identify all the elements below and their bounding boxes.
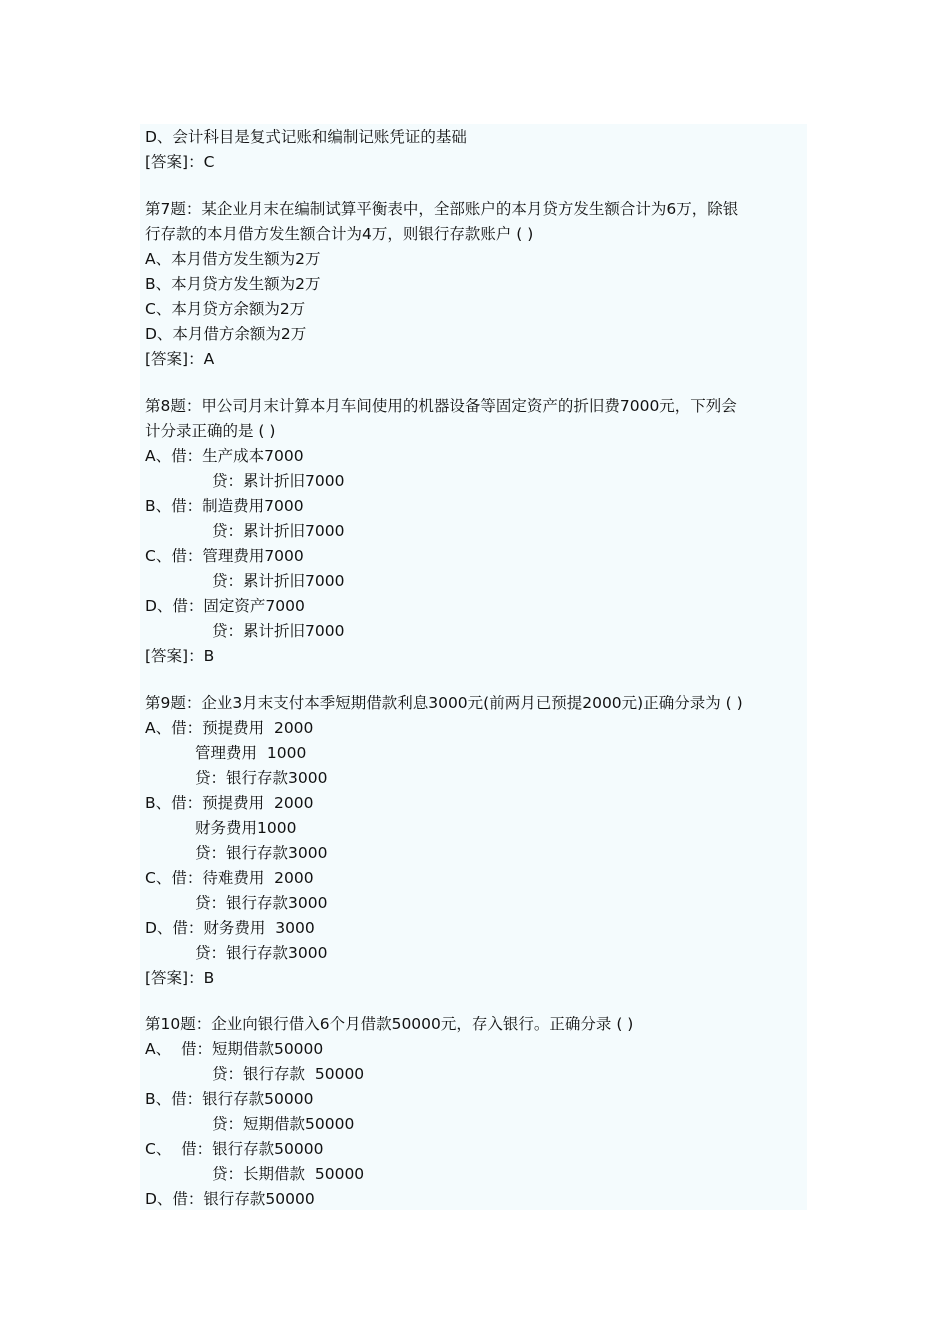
credit-line: 贷：银行存款3000 (195, 894, 328, 912)
option-line: B、借：银行存款50000 (145, 1090, 314, 1108)
credit-line: 贷：短期借款50000 (212, 1115, 355, 1133)
question-9-text: 第9题：企业3月末支付本季短期借款利息3000元(前两月已预提2000元)正确分录为 ( ) (145, 694, 743, 712)
answer-line: [答案]：C (145, 153, 215, 171)
option-line: D、本月借方余额为2万 (145, 325, 307, 343)
question-10-text: 第10题：企业向银行借入6个月借款50000元，存入银行。正确分录 ( ) (145, 1015, 634, 1033)
answer-line: [答案]：A (145, 350, 215, 368)
credit-line: 贷：银行存款3000 (195, 944, 328, 962)
option-line: A、本月借方发生额为2万 (145, 250, 321, 268)
question-8-text: 计分录正确的是 ( ) (145, 422, 276, 440)
option-line: D、会计科目是复式记账和编制记账凭证的基础 (145, 128, 467, 146)
debit-line: 管理费用 1000 (195, 744, 307, 762)
option-line: A、 借：短期借款50000 (145, 1040, 324, 1058)
option-line: C、借：待难费用 2000 (145, 869, 314, 887)
option-line: B、本月贷方发生额为2万 (145, 275, 321, 293)
option-line: D、借：固定资产7000 (145, 597, 305, 615)
credit-line: 贷：银行存款 50000 (212, 1065, 365, 1083)
option-line: C、本月贷方余额为2万 (145, 300, 306, 318)
option-line: A、借：预提费用 2000 (145, 719, 314, 737)
option-line: B、借：预提费用 2000 (145, 794, 314, 812)
question-8-text: 第8题：甲公司月末计算本月车间使用的机器设备等固定资产的折旧费7000元，下列会 (145, 397, 737, 415)
credit-line: 贷：累计折旧7000 (212, 572, 345, 590)
answer-line: [答案]：B (145, 647, 215, 665)
credit-line: 贷：累计折旧7000 (212, 522, 345, 540)
credit-line: 贷：银行存款3000 (195, 844, 328, 862)
credit-line: 贷：累计折旧7000 (212, 622, 345, 640)
question-7-text: 第7题：某企业月末在编制试算平衡表中，全部账户的本月贷方发生额合计为6万，除银 (145, 200, 739, 218)
option-line: B、借：制造费用7000 (145, 497, 304, 515)
option-line: D、借：银行存款50000 (145, 1190, 315, 1208)
option-line: C、 借：银行存款50000 (145, 1140, 324, 1158)
debit-line: 财务费用1000 (195, 819, 297, 837)
credit-line: 贷：银行存款3000 (195, 769, 328, 787)
option-line: C、借：管理费用7000 (145, 547, 304, 565)
option-line: A、借：生产成本7000 (145, 447, 304, 465)
credit-line: 贷：累计折旧7000 (212, 472, 345, 490)
answer-line: [答案]：B (145, 969, 215, 987)
credit-line: 贷：长期借款 50000 (212, 1165, 365, 1183)
option-line: D、借：财务费用 3000 (145, 919, 315, 937)
question-7-text: 行存款的本月借方发生额合计为4万，则银行存款账户 ( ) (145, 225, 534, 243)
